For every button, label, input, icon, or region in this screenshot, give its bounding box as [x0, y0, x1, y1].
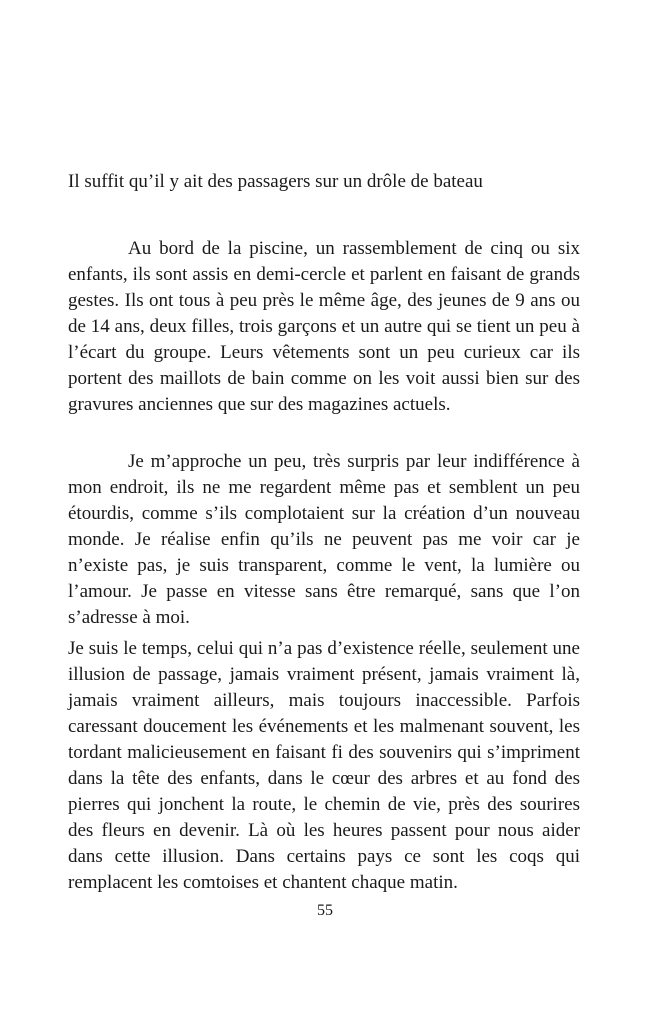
page-number: 55: [317, 902, 333, 919]
paragraph-1: Au bord de la piscine, un rassemblement de cinq ou six enfants, ils sont assis en demi-cercle et parlent en faisant de grands gestes. Ils ont tous à peu près le même âge, des jeunes de 9 ans ou de 14 ans, deux filles, trois garçons et un autre qui se tient un peu à l’écart du groupe. Leurs vêtements sont un peu curieux car ils portent des maillots de bain comme on les voit aussi bien sur des gravures anciennes que sur des magazines actuels.: [68, 238, 580, 415]
paragraph-2: Je m’approche un peu, très surpris par leur indifférence à mon endroit, ils ne me regardent même pas et semblent un peu étourdis, comme s’ils complotaient sur la création d’un nouveau monde. Je réalise enfin qu’ils ne peuvent pas me voir car je n’existe pas, je suis transparent, comme le vent, la lumière ou l’amour. Je passe en vitesse sans être remarqué, sans que l’on s’adresse à moi.: [68, 451, 580, 628]
paragraph-3: Je suis le temps, celui qui n’a pas d’existence réelle, seulement une illusion de passage, jamais vraiment présent, jamais vraiment là, jamais vraiment ailleurs, mais toujours inaccessible. Parfois caressant doucement les événements et les malmenant souvent, les tordant malicieusement en faisant fi des souvenirs qui s’impriment dans la tête des enfants, dans le cœur des arbres et au fond des pierres qui jonchent la route, le chemin de vie, près des sourires des fleurs en devenir. Là où les heures passent pour nous aider dans cette illusion. Dans certains pays ce sont les coqs qui remplacent les comtoises et chantent chaque matin.: [68, 638, 580, 893]
chapter-title: Il suffit qu’il y ait des passagers sur un drôle de bateau: [68, 171, 483, 192]
